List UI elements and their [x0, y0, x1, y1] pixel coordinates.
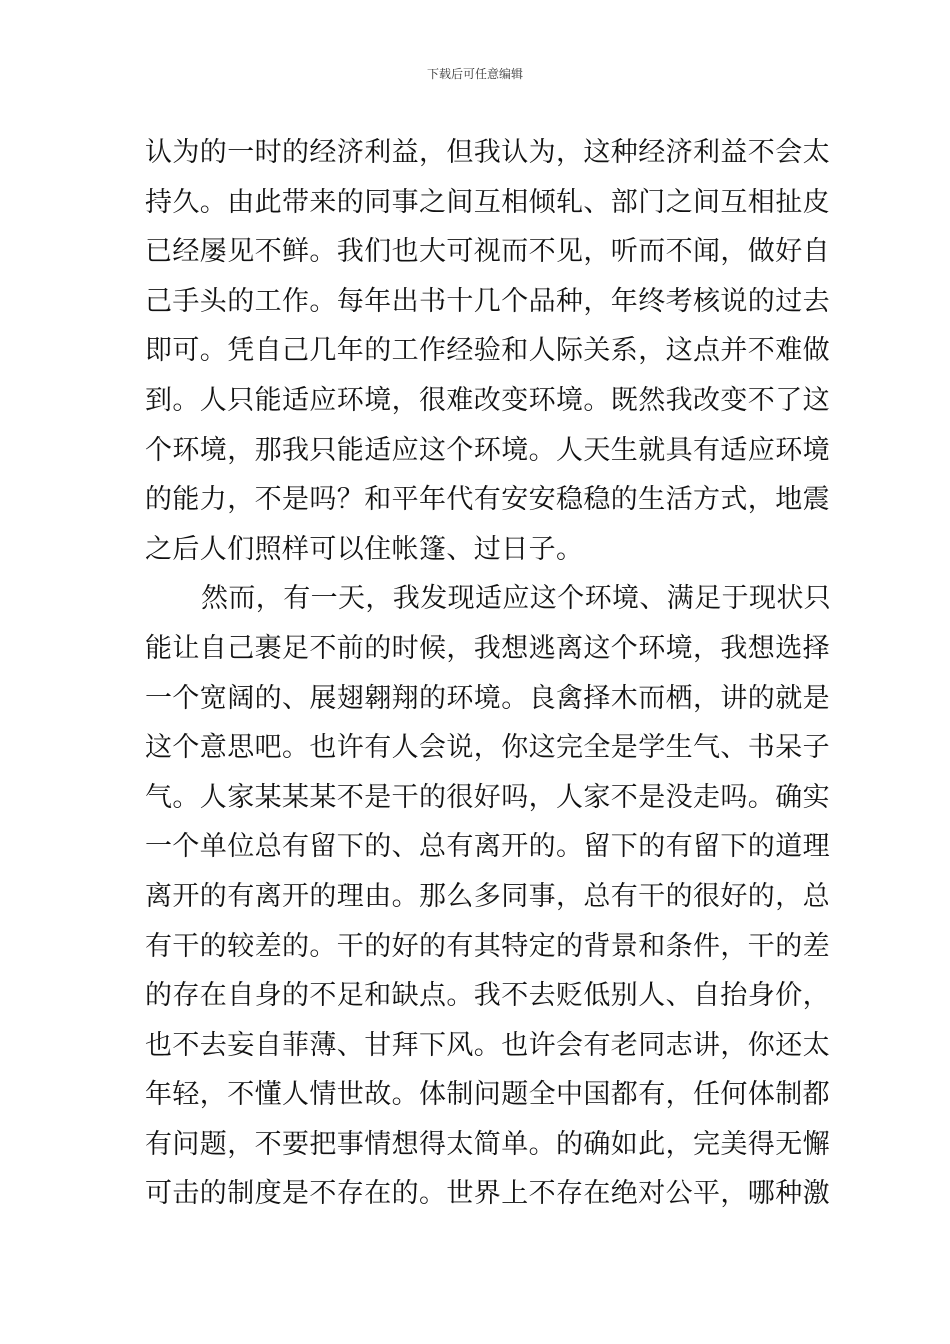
text-line: 有问题，不要把事情想得太简单。的确如此，完美得无懈: [145, 1128, 830, 1160]
text-line: 已经屡见不鲜。我们也大可视而不见，听而不闻，做好自: [145, 236, 830, 268]
text-line: 个环境，那我只能适应这个环境。人天生就具有适应环境: [145, 434, 830, 466]
page-header: 下载后可任意编辑: [426, 67, 523, 81]
text-line: 即可。凭自己几年的工作经验和人际关系，这点并不难做: [145, 335, 830, 367]
text-line: 可击的制度是不存在的。世界上不存在绝对公平，哪种激: [145, 1178, 830, 1210]
text-line: 到。人只能适应环境，很难改变环境。既然我改变不了这: [145, 384, 830, 416]
text-line: 己手头的工作。每年出书十几个品种，年终考核说的过去: [145, 285, 830, 317]
text-line: 离开的有离开的理由。那么多同事，总有干的很好的，总: [145, 880, 830, 912]
text-line: 年轻，不懂人情世故。体制问题全中国都有，任何体制都: [145, 1079, 830, 1111]
text-line: 的能力，不是吗？和平年代有安安稳稳的生活方式，地震: [145, 484, 830, 516]
paragraph-start-line: 然而，有一天，我发现适应这个环境、满足于现状只: [201, 583, 832, 615]
body-text: [145, 128, 832, 1219]
text-line: 能让自己裹足不前的时候，我想逃离这个环境，我想选择: [145, 632, 830, 664]
text-line: 气。人家某某某不是干的很好吗，人家不是没走吗。确实: [145, 781, 830, 813]
text-line: 一个单位总有留下的、总有离开的。留下的有留下的道理: [145, 831, 830, 863]
text-line: 也不去妄自菲薄、甘拜下风。也许会有老同志讲，你还太: [145, 1029, 830, 1061]
text-line: 的存在自身的不足和缺点。我不去贬低别人、自抬身价，: [145, 980, 830, 1012]
text-line: 一个宽阔的、展翅翱翔的环境。良禽择木而栖，讲的就是: [145, 682, 830, 714]
text-line: 这个意思吧。也许有人会说，你这完全是学生气、书呆子: [145, 732, 830, 764]
text-line: 持久。由此带来的同事之间互相倾轧、部门之间互相扯皮: [145, 186, 830, 218]
text-line: 之后人们照样可以住帐篷、过日子。: [145, 533, 584, 565]
text-line: 认为的一时的经济利益，但我认为，这种经济利益不会太: [145, 137, 830, 168]
text-line: 有干的较差的。干的好的有其特定的背景和条件，干的差: [145, 930, 830, 962]
